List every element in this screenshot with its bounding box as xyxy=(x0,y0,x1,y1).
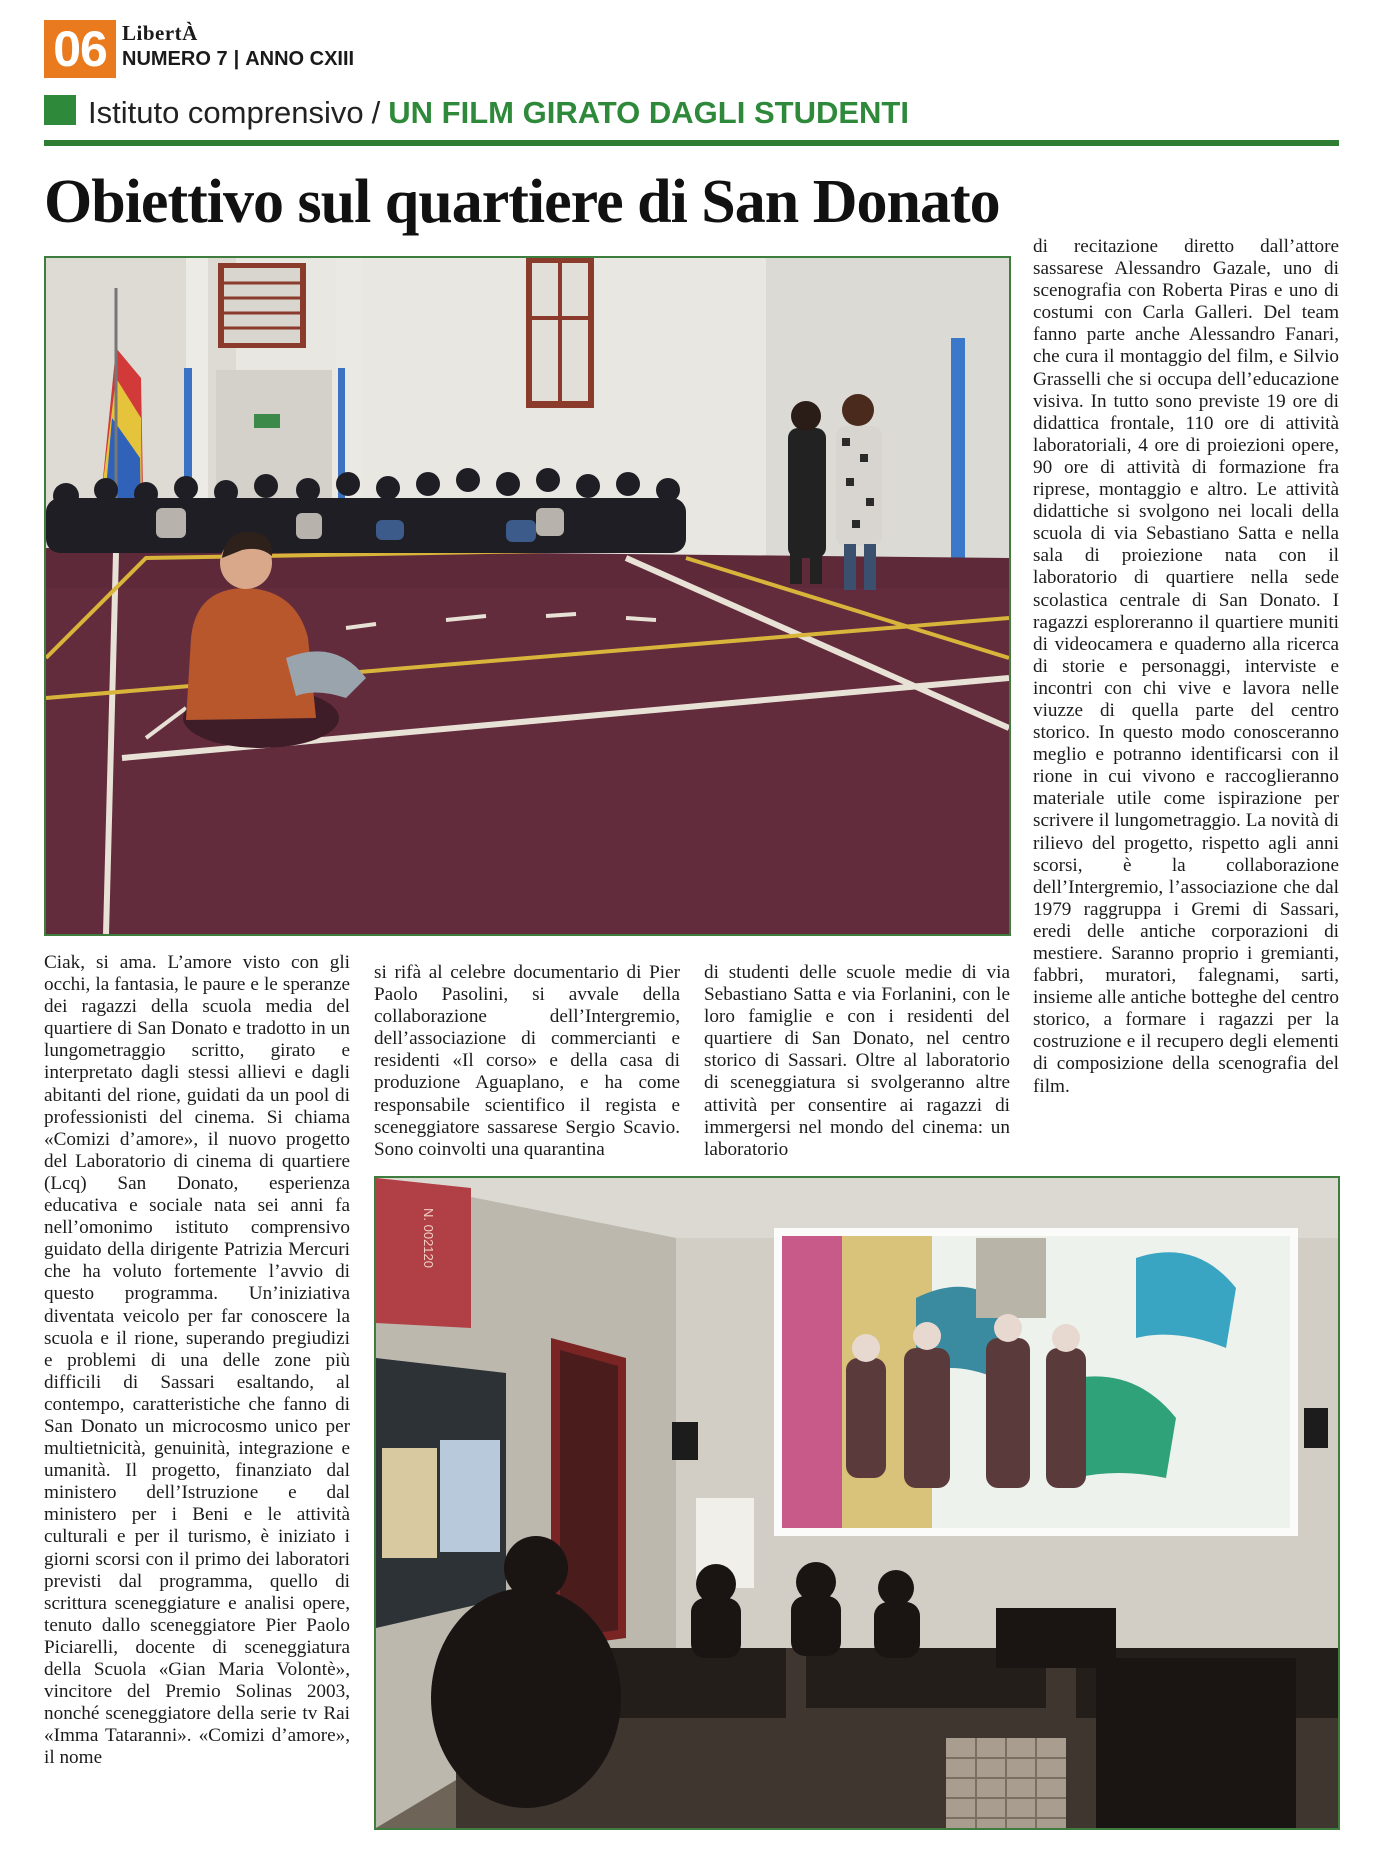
article-column-3: di studenti delle scuole medie di via Sebastiano Satta e via Forlanini, con le loro famiglie e con i residenti del quartiere di San Donato, nel centro storico di Sassari. Oltre al laboratorio di sceneggiatura si svolgeranno altre attività per consentire ai ragazzi di immergersi nel mondo del cinema: un laboratorio xyxy=(704,962,1010,1160)
photo-gym-students xyxy=(44,256,1011,936)
page-number: 06 xyxy=(44,20,116,78)
article-headline: Obiettivo sul quartiere di San Donato xyxy=(44,168,1000,236)
issue-year: ANNO CXIII xyxy=(245,48,355,70)
issue-separator: | xyxy=(233,48,240,70)
section-kicker: Istituto comprensivo xyxy=(88,95,364,130)
section-slash: / xyxy=(371,95,381,130)
photo-screening-room xyxy=(374,1176,1340,1830)
section-heading xyxy=(88,96,909,130)
masthead-logo: LibertÀ xyxy=(122,21,198,45)
article-column-2: si rifà al celebre documentario di Pier Paolo Pasolini, si avvale della collaborazione dell’Intergremio, dell’associazione di commercianti e residenti «Il corso» e della casa di produzione Aguaplano, e ha come responsabile scientifico il regista e sceneggiatore sassarese Sergio Scavio. Sono coinvolti una quarantina xyxy=(374,962,680,1160)
article-column-1: Ciak, si ama. L’amore visto con gli occhi, la fantasia, le paure e le speranze dei ragazzi della scuola media del quartiere di San Donato e tradotto in un lungometraggio scritto, girato e interpretato dagli stessi allievi e dagli abitanti del rione, guidati da un pool di professionisti del cinema. Si chiama «Comizi d’amore», il nuovo progetto del Laboratorio di cinema di quartiere (Lcq) San Donato, esperienza educativa e sociale nata sei anni fa nell’omonimo istituto comprensivo guidato della dirigente Patrizia Mercuri che ha voluto fortemente l’avvio di questo programma. Un’iniziativa diventata veicolo per far conoscere la scuola e il rione, superando pregiudizi e problemi di una delle zone più difficili di Sassari esaltando, al contempo, caratteristiche che fanno di San Donato un microcosmo unico per multietnicità, genuinità, integrazione e umanità. Il progetto, finanziato dal ministero dell’Istruzione e dal ministero per i Beni e le attività culturali e per il turismo, è iniziato i giorni scorsi con il primo dei laboratori previsti dal programma, quello di scrittura sceneggiature e analisi opere, tenuto dallo sceneggiatore Pier Paolo Piciarelli, docente di sceneggiatura della Scuola «Gian Maria Volontè», vincitore del Premio Solinas 2003, nonché sceneggiatore della serie tv Rai «Imma Tataranni». «Comizi d’amore», il nome xyxy=(44,952,350,1769)
section-topic: UN FILM GIRATO DAGLI STUDENTI xyxy=(388,95,909,130)
issue-number: NUMERO 7 xyxy=(122,48,228,70)
section-rule xyxy=(44,140,1339,146)
section-marker xyxy=(44,95,76,125)
article-column-4: di recitazione diretto dall’attore sassarese Alessandro Gazale, uno di scenografia con Roberta Piras e uno di costumi con Carla Galleri. Del team fanno parte anche Alessandro Fanari, che cura il montaggio del film, e Silvio Grasselli che si occupa dell’educazione visiva. In tutto sono previste 19 ore di didattica frontale, 110 ore di attività laboratoriali, 4 ore di proiezioni opere, 90 ore di attività di formazione fra riprese, montaggio e altro. Le attività didattiche si svolgono nei locali della scuola di via Sebastiano Satta e nella sala di proiezione nata con il laboratorio di quartiere nella sede scolastica centrale di San Donato. I ragazzi esploreranno il quartiere muniti di videocamera e quaderno alla ricerca di storie e personaggi, interviste e incontri con chi vive e lavora nelle viuzze di quella parte del centro storico. In questo modo conosceranno meglio e potranno identificarsi con il rione in cui vivono e raccoglieranno materiale utile come ispirazione per scrivere il lungometraggio. La novità di rilievo del progetto, rispetto agli anni scorsi, è la collaborazione dell’Intergremio, l’associazione che dal 1979 raggruppa i Gremi di Sassari, eredi delle antiche corporazioni di mestiere. Saranno proprio i gremianti, fabbri, muratori, falegnami, sarti, insieme alle antiche botteghe del centro storico, a formare i ragazzi per la costruzione e il recupero degli elementi di composizione della scenografia del film. xyxy=(1033,236,1339,1097)
poster-text: N. 002120 xyxy=(421,1208,436,1268)
issue-info xyxy=(122,48,354,70)
